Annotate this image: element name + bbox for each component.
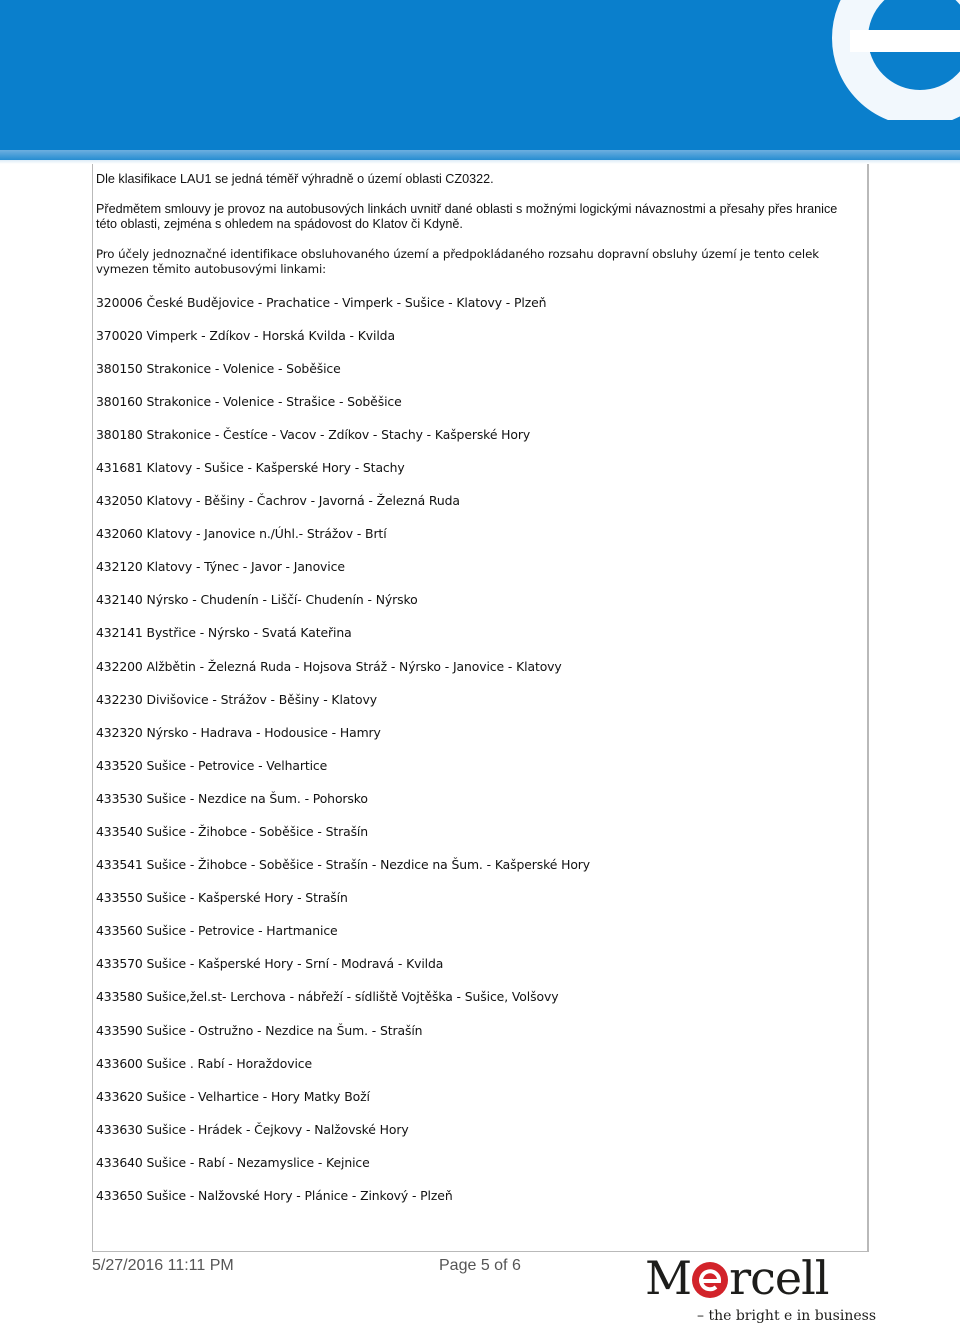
bus-line-item: 433550 Sušice - Kašperské Hory - Strašín xyxy=(96,890,348,906)
scope-paragraph: Pro účely jednoznačné identifikace obsluhovaného území a předpokládaného rozsahu dopravní obsluhy území je tento celek vymezen těmito autobusovými linkami: xyxy=(96,246,819,276)
bus-line-item: 380180 Strakonice - Čestíce - Vacov - Zdíkov - Stachy - Kašperské Hory xyxy=(96,426,531,442)
frame-left-border xyxy=(92,164,93,1252)
brand-name-part2: rcell xyxy=(729,1251,829,1305)
bus-line-item: 320006 České Budějovice - Prachatice - Vimperk - Sušice - Klatovy - Plzeň xyxy=(96,294,547,310)
brand-logo xyxy=(645,1251,877,1326)
frame-right-border xyxy=(867,164,869,1252)
bus-line-item: 432141 Bystřice - Nýrsko - Svatá Kateřina xyxy=(96,625,352,641)
header-e-logo-icon xyxy=(810,0,960,120)
bus-line-item: 380150 Strakonice - Volenice - Soběšice xyxy=(96,360,341,376)
bus-line-item: 380160 Strakonice - Volenice - Strašice - Soběšice xyxy=(96,393,402,409)
brand-e-icon xyxy=(692,1262,728,1298)
bus-line-item: 433620 Sušice - Velhartice - Hory Matky Boží xyxy=(96,1088,370,1104)
bus-line-item: 432320 Nýrsko - Hadrava - Hodousice - Hamry xyxy=(96,724,381,740)
footer-page-number: Page 5 of 6 xyxy=(439,1257,521,1274)
bus-line-item: 432060 Klatovy - Janovice n./Úhl.- Strážov - Brtí xyxy=(96,526,387,542)
bus-line-item: 432230 Divišovice - Strážov - Běšiny - Klatovy xyxy=(96,691,377,707)
bus-line-item: 370020 Vimperk - Zdíkov - Horská Kvilda - Kvilda xyxy=(96,327,395,343)
bus-line-item: 433560 Sušice - Petrovice - Hartmanice xyxy=(96,923,338,939)
bus-line-item: 432200 Alžbětin - Železná Ruda - Hojsova Stráž - Nýrsko - Janovice - Klatovy xyxy=(96,658,562,674)
bus-line-item: 433540 Sušice - Žihobce - Soběšice - Strašín xyxy=(96,824,369,839)
bus-line-item: 431681 Klatovy - Sušice - Kašperské Hory - Stachy xyxy=(96,459,405,475)
brand-name-part1: M xyxy=(645,1251,692,1305)
header-band xyxy=(0,0,960,160)
bus-line-item: 433570 Sušice - Kašperské Hory - Srní - Modravá - Kvilda xyxy=(96,956,444,972)
header-shade xyxy=(0,150,960,164)
brand-tagline: – the bright e in business xyxy=(697,1308,877,1324)
bus-line-item: 432050 Klatovy - Běšiny - Čachrov - Javorná - Železná Ruda xyxy=(96,493,460,509)
bus-line-item: 433640 Sušice - Rabí - Nezamyslice - Kejnice xyxy=(96,1154,370,1170)
bus-line-item: 433541 Sušice - Žihobce - Soběšice - Strašín - Nezdice na Šum. - Kašperské Hory xyxy=(96,857,591,873)
subject-paragraph: Předmětem smlouvy je provoz na autobusových linkách uvnitř dané oblasti s možnými logickými návaznostmi a přesahy přes hranice této oblasti, zejména s ohledem na spádovost do Klatov či Kdyně. xyxy=(96,201,838,231)
bus-line-list xyxy=(96,295,856,1222)
bus-line-item: 433530 Sušice - Nezdice na Šum. - Pohorsko xyxy=(96,790,368,806)
bus-line-item: 433520 Sušice - Petrovice - Velhartice xyxy=(96,757,328,773)
bus-line-item: 432120 Klatovy - Týnec - Javor - Janovice xyxy=(96,559,345,575)
bus-line-item: 433630 Sušice - Hrádek - Čejkovy - Nalžovské Hory xyxy=(96,1121,409,1137)
bus-line-item: 433650 Sušice - Nalžovské Hory - Plánice - Zinkový - Plzeň xyxy=(96,1188,453,1204)
document-body xyxy=(96,172,856,1221)
footer-date: 5/27/2016 11:11 PM xyxy=(92,1257,234,1274)
classification-paragraph: Dle klasifikace LAU1 se jedná téměř výhradně o území oblasti CZ0322. xyxy=(96,172,494,186)
brand-name xyxy=(645,1252,829,1304)
bus-line-item: 433580 Sušice,žel.st- Lerchova - nábřeží - sídliště Vojtěška - Sušice, Volšovy xyxy=(96,989,559,1005)
bus-line-item: 433590 Sušice - Ostružno - Nezdice na Šum. - Strašín xyxy=(96,1022,423,1038)
bus-line-item: 432140 Nýrsko - Chudenín - Liščí- Chudenín - Nýrsko xyxy=(96,592,418,608)
bus-line-item: 433600 Sušice . Rabí - Horaždovice xyxy=(96,1055,313,1071)
